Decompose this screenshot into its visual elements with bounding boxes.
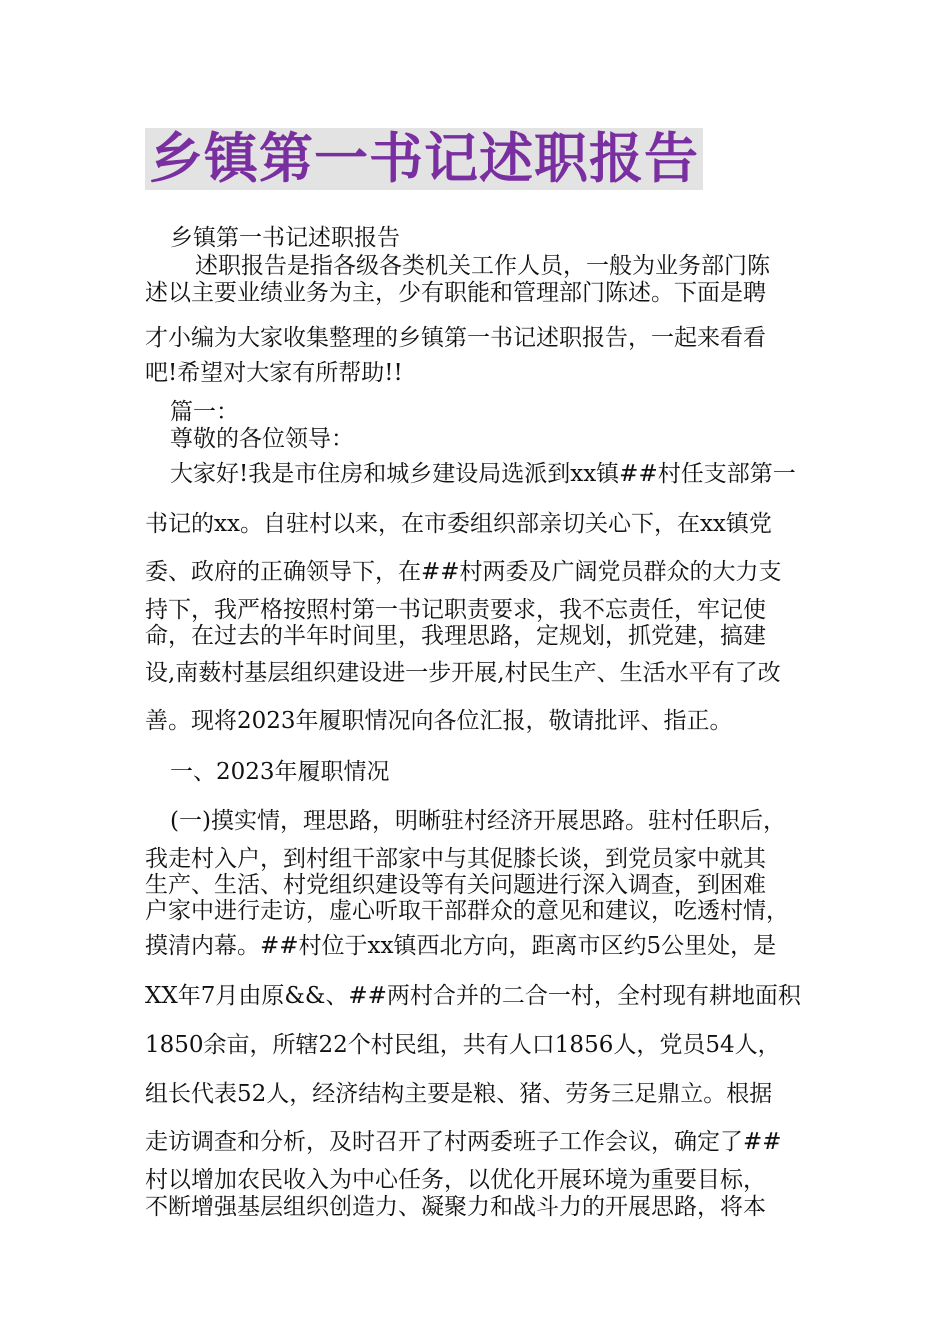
- body-line: 善。现将2023年履职情况向各位汇报，敬请批评、指正。: [145, 708, 733, 734]
- body-line: 吧!希望对大家有所帮助!!: [145, 360, 403, 386]
- body-line: 设,南薮村基层组织建设进一步开展,村民生产、生活水平有了改: [145, 660, 781, 686]
- body-line: 述以主要业绩业务为主，少有职能和管理部门陈述。下面是聘: [145, 280, 766, 306]
- section-heading: 一、2023年履职情况: [170, 759, 390, 785]
- body-line: 不断增强基层组织创造力、凝聚力和战斗力的开展思路，将本: [145, 1194, 766, 1220]
- body-line: 村以增加农民收入为中心任务，以优化开展环境为重要目标，: [145, 1167, 766, 1193]
- body-line: 我走村入户，到村组干部家中与其促膝长谈，到党员家中就其: [145, 846, 766, 872]
- body-line: 组长代表52人，经济结构主要是粮、猪、劳务三足鼎立。根据: [145, 1081, 773, 1107]
- body-line: 命，在过去的半年时间里，我理思路，定规划，抓党建，搞建: [145, 623, 766, 649]
- body-line: (一)摸实情，理思路，明晰驻村经济开展思路。驻村任职后，: [170, 808, 786, 834]
- body-line: 生产、生活、村党组织建设等有关问题进行深入调查，到困难: [145, 872, 766, 898]
- body-line: 书记的xx。自驻村以来，在市委组织部亲切关心下，在xx镇党: [145, 511, 772, 537]
- body-line: 持下，我严格按照村第一书记职责要求，我不忘责任，牢记使: [145, 597, 766, 623]
- body-line: 摸清内幕。##村位于xx镇西北方向，距离市区约5公里处，是: [145, 933, 777, 959]
- document-title: 乡镇第一书记述职报告: [145, 128, 703, 190]
- body-line: 委、政府的正确领导下，在##村两委及广阔党员群众的大力支: [145, 559, 782, 585]
- body-line: 尊敬的各位领导：: [170, 426, 354, 452]
- body-line: 走访调查和分析，及时召开了村两委班子工作会议，确定了##: [145, 1129, 782, 1155]
- body-line: 乡镇第一书记述职报告: [170, 225, 400, 251]
- body-line: 才小编为大家收集整理的乡镇第一书记述职报告，一起来看看: [145, 325, 766, 351]
- body-line: XX年7月由原&&、##两村合并的二合一村，全村现有耕地面积: [145, 983, 801, 1009]
- body-line: 大家好!我是市住房和城乡建设局选派到xx镇##村任支部第一: [170, 461, 796, 487]
- body-line: 1850余亩，所辖22个村民组，共有人口1856人，党员54人，: [145, 1032, 781, 1058]
- body-line: 户家中进行走访，虚心听取干部群众的意见和建议，吃透村情，: [145, 898, 789, 924]
- body-line: 述职报告是指各级各类机关工作人员，一般为业务部门陈: [195, 253, 770, 279]
- body-line: 篇一：: [170, 399, 239, 425]
